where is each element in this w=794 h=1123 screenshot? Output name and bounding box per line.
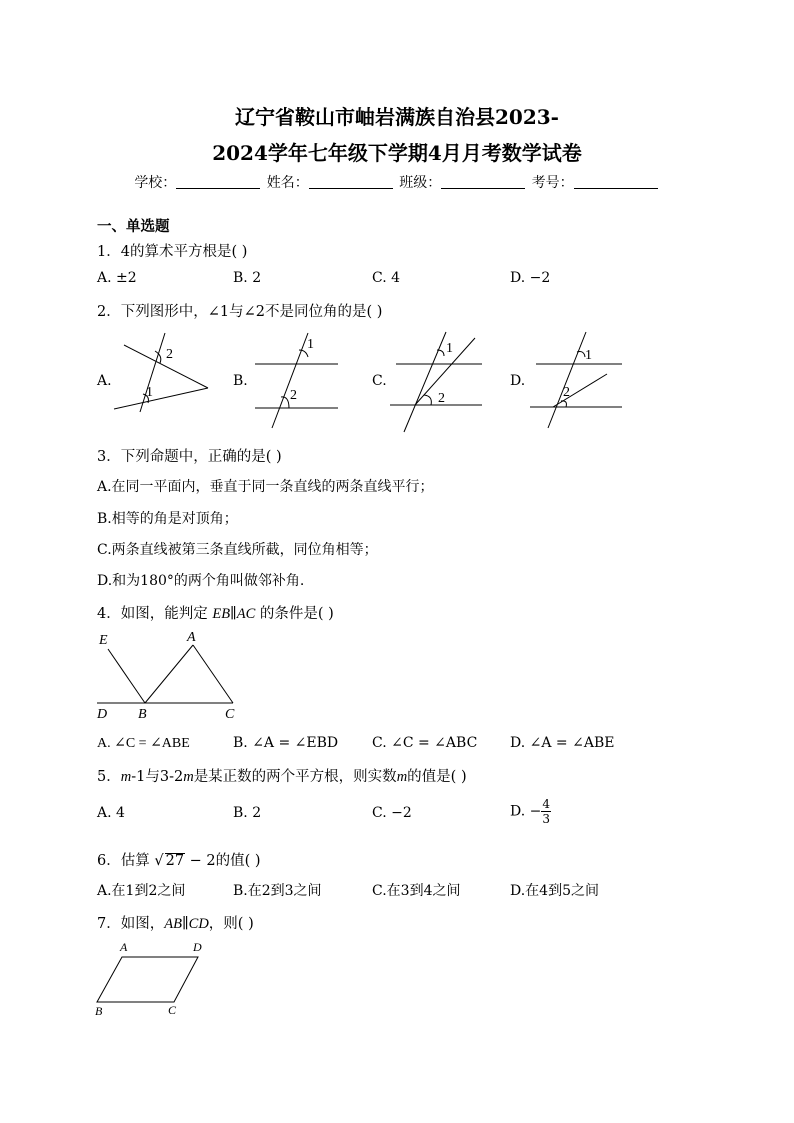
q4-stem bbox=[97, 602, 334, 623]
q7-pre: 7．如图， bbox=[97, 916, 165, 932]
q5-option-a[interactable]: A. 4 bbox=[97, 805, 125, 821]
q7-stem bbox=[97, 912, 254, 933]
fig-a-line-bottom bbox=[114, 388, 208, 409]
q4-label-d: D bbox=[97, 707, 108, 722]
q4-line-ac bbox=[193, 645, 233, 703]
q4-line-ba bbox=[145, 645, 193, 703]
q5-text-1: -1与3-2 bbox=[131, 769, 184, 785]
q4-line-eb bbox=[108, 649, 145, 703]
title-line2: 2024学年七年级下学期4月月考数学试卷 bbox=[212, 141, 582, 165]
q1-stem: 1．4的算术平方根是( ) bbox=[97, 244, 248, 260]
q3-option-d[interactable]: D.和为180°的两个角叫做邻补角. bbox=[97, 573, 305, 589]
q6-radicand: 27 bbox=[165, 853, 185, 869]
fig-a-label-2: 2 bbox=[166, 347, 173, 362]
q5-var-1: m bbox=[120, 769, 132, 785]
q4-stem-pre: 4．如图，能判定 bbox=[97, 606, 213, 622]
q7-parallelogram bbox=[97, 957, 198, 1002]
sqrt-sign-icon: √ bbox=[154, 853, 164, 869]
q6-option-b[interactable]: B.在2到3之间 bbox=[233, 883, 322, 899]
q5-option-b[interactable]: B. 2 bbox=[233, 805, 262, 821]
q2-option-d[interactable]: D. bbox=[510, 373, 526, 389]
q4-option-c[interactable]: C. ∠C = ∠ABC bbox=[372, 735, 478, 751]
fig-c-slant bbox=[415, 338, 475, 405]
q5-d-fraction bbox=[541, 797, 551, 826]
fig-b-label-1: 1 bbox=[307, 337, 314, 352]
q4-label-e: E bbox=[99, 633, 108, 648]
q6-pre: 6．估算 bbox=[97, 853, 155, 869]
section-heading: 一、单选题 bbox=[97, 218, 170, 235]
q6-stem bbox=[97, 849, 261, 870]
q3-option-c[interactable]: C.两条直线被第三条直线所截，同位角相等； bbox=[97, 542, 378, 558]
q4-option-d[interactable]: D. ∠A = ∠ABE bbox=[510, 735, 615, 751]
q4-stem-post: 的条件是( ) bbox=[255, 606, 334, 622]
q5-var-3: m bbox=[396, 769, 408, 785]
q5-d-denominator: 3 bbox=[542, 812, 550, 826]
q1-option-a[interactable]: A. ±2 bbox=[97, 270, 137, 286]
q6-post: − 2的值( ) bbox=[185, 853, 261, 869]
q2-stem: 2．下列图形中，∠1与∠2不是同位角的是( ) bbox=[97, 304, 383, 320]
q5-stem bbox=[97, 765, 467, 786]
school-label: 学校： bbox=[134, 175, 177, 191]
fig-c-transversal bbox=[404, 332, 446, 432]
q6-option-d[interactable]: D.在4到5之间 bbox=[510, 883, 599, 899]
q2-option-c[interactable]: C. bbox=[372, 373, 387, 389]
q5-option-c[interactable]: C. −2 bbox=[372, 805, 412, 821]
q5-var-2: m bbox=[183, 769, 194, 785]
q5-text-2: 是某正数的两个平方根，则实数 bbox=[193, 769, 397, 785]
fig-a-label-1: 1 bbox=[146, 385, 153, 400]
q5-option-d[interactable] bbox=[510, 797, 551, 826]
fig-d-label-2: 2 bbox=[563, 385, 570, 400]
q7-label-b: B bbox=[95, 1004, 103, 1018]
q2-option-a[interactable]: A. bbox=[97, 373, 112, 389]
q5-d-prefix: D. − bbox=[510, 803, 542, 820]
q2-option-b[interactable]: B. bbox=[233, 373, 248, 389]
q3-option-b[interactable]: B.相等的角是对顶角； bbox=[97, 511, 238, 527]
q5-text-3: 的值是( ) bbox=[407, 769, 467, 785]
fig-d-transversal bbox=[548, 332, 586, 428]
q1-option-c[interactable]: C. 4 bbox=[372, 270, 401, 286]
fig-c-label-2: 2 bbox=[438, 391, 445, 406]
fig-c-arc-2 bbox=[424, 395, 431, 405]
q7-label-c: C bbox=[168, 1003, 177, 1017]
q5-num: 5． bbox=[97, 769, 121, 785]
fig-b-label-2: 2 bbox=[290, 388, 297, 403]
q7-post: ，则( ) bbox=[208, 916, 254, 932]
fig-c-label-1: 1 bbox=[446, 341, 453, 356]
q3-option-a[interactable]: A.在同一平面内，垂直于同一条直线的两条直线平行； bbox=[97, 479, 434, 495]
name-label: 姓名： bbox=[266, 175, 309, 191]
q3-stem: 3．下列命题中，正确的是( ) bbox=[97, 449, 282, 465]
q4-label-b: B bbox=[138, 707, 147, 722]
q7-label-a: A bbox=[120, 940, 128, 954]
q4-label-c: C bbox=[225, 707, 235, 722]
q4-label-a: A bbox=[187, 630, 196, 645]
title-line1: 辽宁省鞍山市岫岩满族自治县2023- bbox=[235, 105, 559, 129]
q1-option-b[interactable]: B. 2 bbox=[233, 270, 262, 286]
q4-option-a[interactable]: A. ∠C = ∠ABE bbox=[97, 736, 190, 751]
q6-option-a[interactable]: A.在1到2之间 bbox=[97, 883, 186, 899]
fig-b-transversal bbox=[272, 333, 308, 428]
fig-d-slant bbox=[553, 374, 607, 407]
q4-stem-math: EB∥AC bbox=[212, 606, 256, 622]
q7-label-d: D bbox=[193, 940, 202, 954]
q1-option-d[interactable]: D. −2 bbox=[510, 270, 551, 286]
q5-d-numerator: 4 bbox=[542, 797, 550, 811]
class-label: 班级： bbox=[399, 175, 442, 191]
q6-option-c[interactable]: C.在3到4之间 bbox=[372, 883, 461, 899]
q4-option-b[interactable]: B. ∠A = ∠EBD bbox=[233, 735, 339, 751]
exam-no-label: 考号： bbox=[531, 175, 574, 191]
fig-d-label-1: 1 bbox=[585, 348, 592, 363]
q7-math: AB∥CD bbox=[164, 916, 209, 932]
